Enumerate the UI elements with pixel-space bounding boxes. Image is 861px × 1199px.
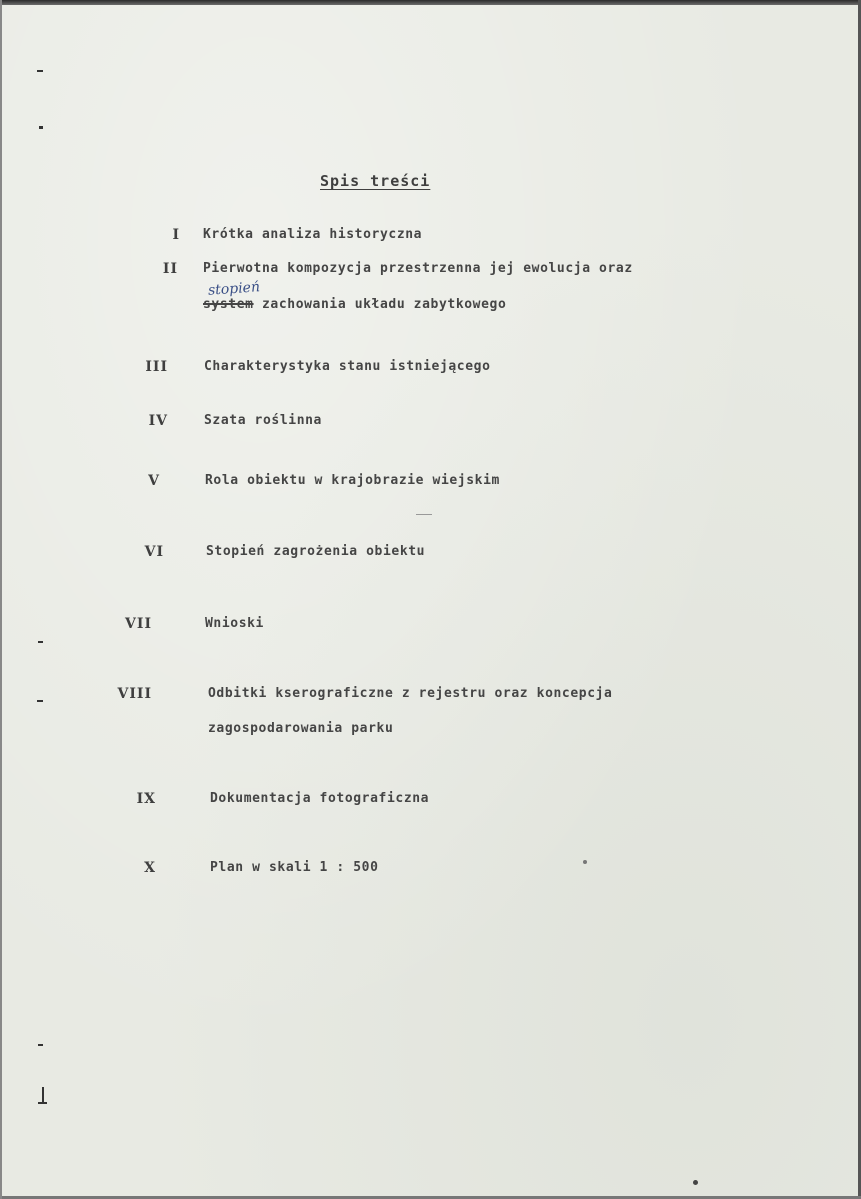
margin-tick bbox=[37, 700, 43, 702]
entry-numeral: V bbox=[148, 473, 160, 489]
entry-text: Charakterystyka stanu istniejącego bbox=[204, 359, 491, 374]
speck bbox=[693, 1180, 698, 1185]
margin-tick bbox=[37, 70, 43, 72]
scan-edge-top bbox=[0, 0, 861, 5]
entry-text: Krótka analiza historyczna bbox=[203, 227, 423, 242]
page-title: Spis treści bbox=[320, 172, 431, 190]
entry-text: Plan w skali 1 : 500 bbox=[210, 860, 379, 875]
entry-text-continuation: zachowania układu zabytkowego bbox=[262, 297, 507, 312]
entry-text: Dokumentacja fotograficzna bbox=[210, 791, 430, 806]
entry-numeral: VII bbox=[125, 616, 152, 632]
entry-numeral: III bbox=[145, 359, 168, 375]
margin-tick bbox=[38, 641, 43, 643]
entry-text: Rola obiektu w krajobrazie wiejskim bbox=[205, 473, 500, 488]
entry-text-line2: zagospodarowania parku bbox=[208, 721, 394, 736]
handwritten-correction: stopień bbox=[207, 279, 261, 299]
entry-text: Wnioski bbox=[205, 616, 264, 631]
entry-text: Odbitki kserograficzne z rejestru oraz koncepcja bbox=[208, 686, 613, 701]
entry-text: Stopień zagrożenia obiektu bbox=[206, 544, 426, 559]
entry-numeral: VIII bbox=[117, 686, 152, 702]
entry-text: Pierwotna kompozycja przestrzenna jej ewolucja oraz bbox=[203, 261, 633, 276]
margin-tick bbox=[39, 126, 43, 129]
speck bbox=[583, 860, 587, 864]
entry-text-line2 bbox=[203, 297, 506, 312]
entry-numeral: IX bbox=[136, 791, 156, 807]
stray-pencil-mark bbox=[416, 514, 432, 515]
entry-numeral: II bbox=[162, 261, 178, 277]
entry-numeral: VI bbox=[144, 544, 164, 560]
entry-numeral: X bbox=[144, 860, 156, 876]
scan-edge-left bbox=[0, 0, 2, 1199]
margin-tick bbox=[42, 1087, 44, 1103]
entry-numeral: IV bbox=[148, 413, 168, 429]
margin-tick bbox=[38, 1102, 47, 1104]
entry-text: Szata roślinna bbox=[204, 413, 322, 428]
entry-numeral: I bbox=[172, 227, 180, 243]
struck-word: system bbox=[203, 297, 254, 312]
margin-tick bbox=[38, 1044, 43, 1046]
